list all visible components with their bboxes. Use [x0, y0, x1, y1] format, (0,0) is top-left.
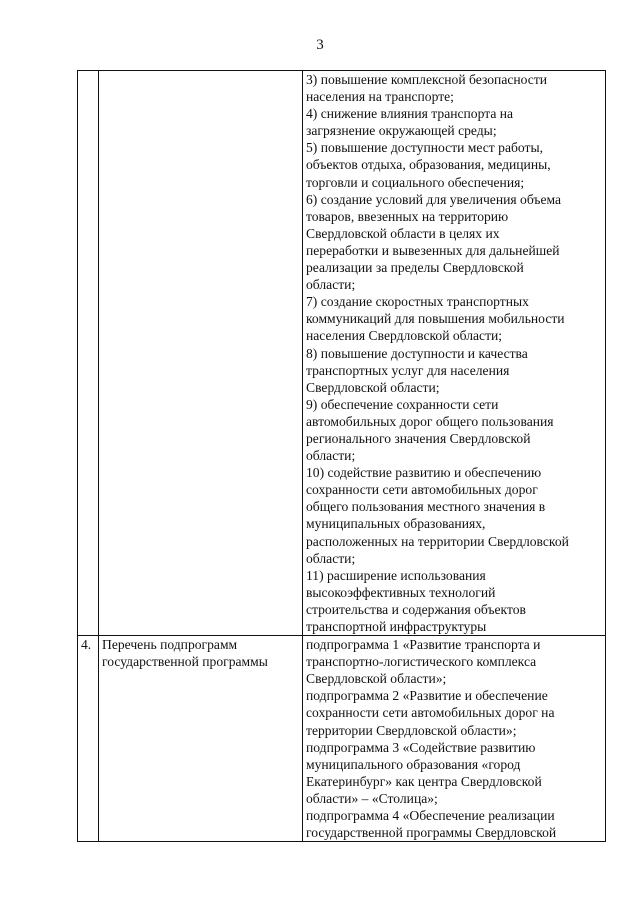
objective-line: Свердловской области;	[306, 379, 440, 395]
objective-line: расположенных на территории Свердловской	[306, 533, 569, 549]
row-number-cell-empty	[78, 71, 99, 636]
subprogram-line: Екатеринбург» как центра Свердловской	[306, 773, 542, 789]
objective-line: товаров, ввезенных на территорию	[306, 208, 509, 224]
row-name-cell-empty	[99, 71, 303, 636]
objective-line: 3) повышение комплексной безопасности	[306, 72, 548, 87]
subprograms-cell	[303, 636, 606, 842]
table-row-4	[78, 636, 606, 842]
objective-line: загрязнение окружающей среды;	[306, 123, 497, 139]
objective-line: транспортной инфраструктуры	[306, 619, 487, 634]
row-number-cell: 4.	[78, 636, 99, 842]
objective-line: переработки и вывезенных для дальнейшей	[306, 242, 560, 258]
objectives-cell	[303, 71, 606, 636]
row-name-line: Перечень подпрограмм	[102, 637, 238, 653]
objective-line: населения Свердловской области;	[306, 328, 503, 344]
objective-line: 5) повышение доступности мест работы,	[306, 140, 543, 156]
row-name-cell	[99, 636, 303, 842]
objective-line: реализации за пределы Свердловской	[306, 260, 524, 276]
subprogram-line: транспортно-логистического комплекса	[306, 654, 537, 670]
objective-line: автомобильных дорог общего пользования	[306, 413, 554, 429]
program-passport-table	[77, 70, 606, 842]
subprogram-line: территории Свердловской области»;	[306, 722, 517, 738]
subprogram-line: муниципального образования «город	[306, 756, 521, 772]
subprogram-line: подпрограмма 2 «Развитие и обеспечение	[306, 688, 548, 704]
objective-line: 11) расширение использования	[306, 567, 486, 583]
objective-line: торговли и социального обеспечения;	[306, 174, 525, 190]
objective-line: муниципальных образованиях,	[306, 516, 486, 532]
objective-line: коммуникаций для повышения мобильности	[306, 311, 565, 327]
subprogram-line: сохранности сети автомобильных дорог на	[306, 705, 555, 721]
objective-line: 6) создание условий для увеличения объема	[306, 191, 562, 207]
table-row-continued	[78, 71, 606, 636]
objective-line: высокоэффективных технологий	[306, 584, 496, 600]
objective-line: 8) повышение доступности и качества	[306, 345, 528, 361]
subprogram-line: подпрограмма 3 «Содействие развитию	[306, 739, 536, 755]
row-name-line: государственной программы	[102, 654, 268, 670]
objective-line: объектов отдыха, образования, медицины,	[306, 157, 551, 173]
objective-line: Свердловской области в целях их	[306, 225, 500, 241]
objective-line: области;	[306, 550, 356, 566]
subprogram-line: Свердловской области»;	[306, 671, 447, 687]
objective-line: строительства и содержания объектов	[306, 601, 526, 617]
subprogram-line: государственной программы Свердловской	[306, 825, 557, 841]
objective-line: 7) создание скоростных транспортных	[306, 294, 529, 310]
objective-line: сохранности сети автомобильных дорог	[306, 482, 538, 498]
objective-line: 4) снижение влияния транспорта на	[306, 106, 514, 122]
objective-line: транспортных услуг для населения	[306, 362, 510, 378]
subprogram-line: подпрограмма 4 «Обеспечение реализации	[306, 808, 555, 824]
objective-line: 10) содействие развитию и обеспечению	[306, 465, 542, 481]
subprogram-line: области» – «Столица»;	[306, 790, 438, 806]
objective-line: области;	[306, 277, 356, 293]
subprogram-line: подпрограмма 1 «Развитие транспорта и	[306, 637, 541, 653]
objective-line: области;	[306, 448, 356, 464]
objective-line: 9) обеспечение сохранности сети	[306, 396, 499, 412]
objective-line: общего пользования местного значения в	[306, 499, 546, 515]
page-number: 3	[316, 37, 324, 53]
objective-line: населения на транспорте;	[306, 89, 454, 105]
objective-line: регионального значения Свердловской	[306, 430, 531, 446]
